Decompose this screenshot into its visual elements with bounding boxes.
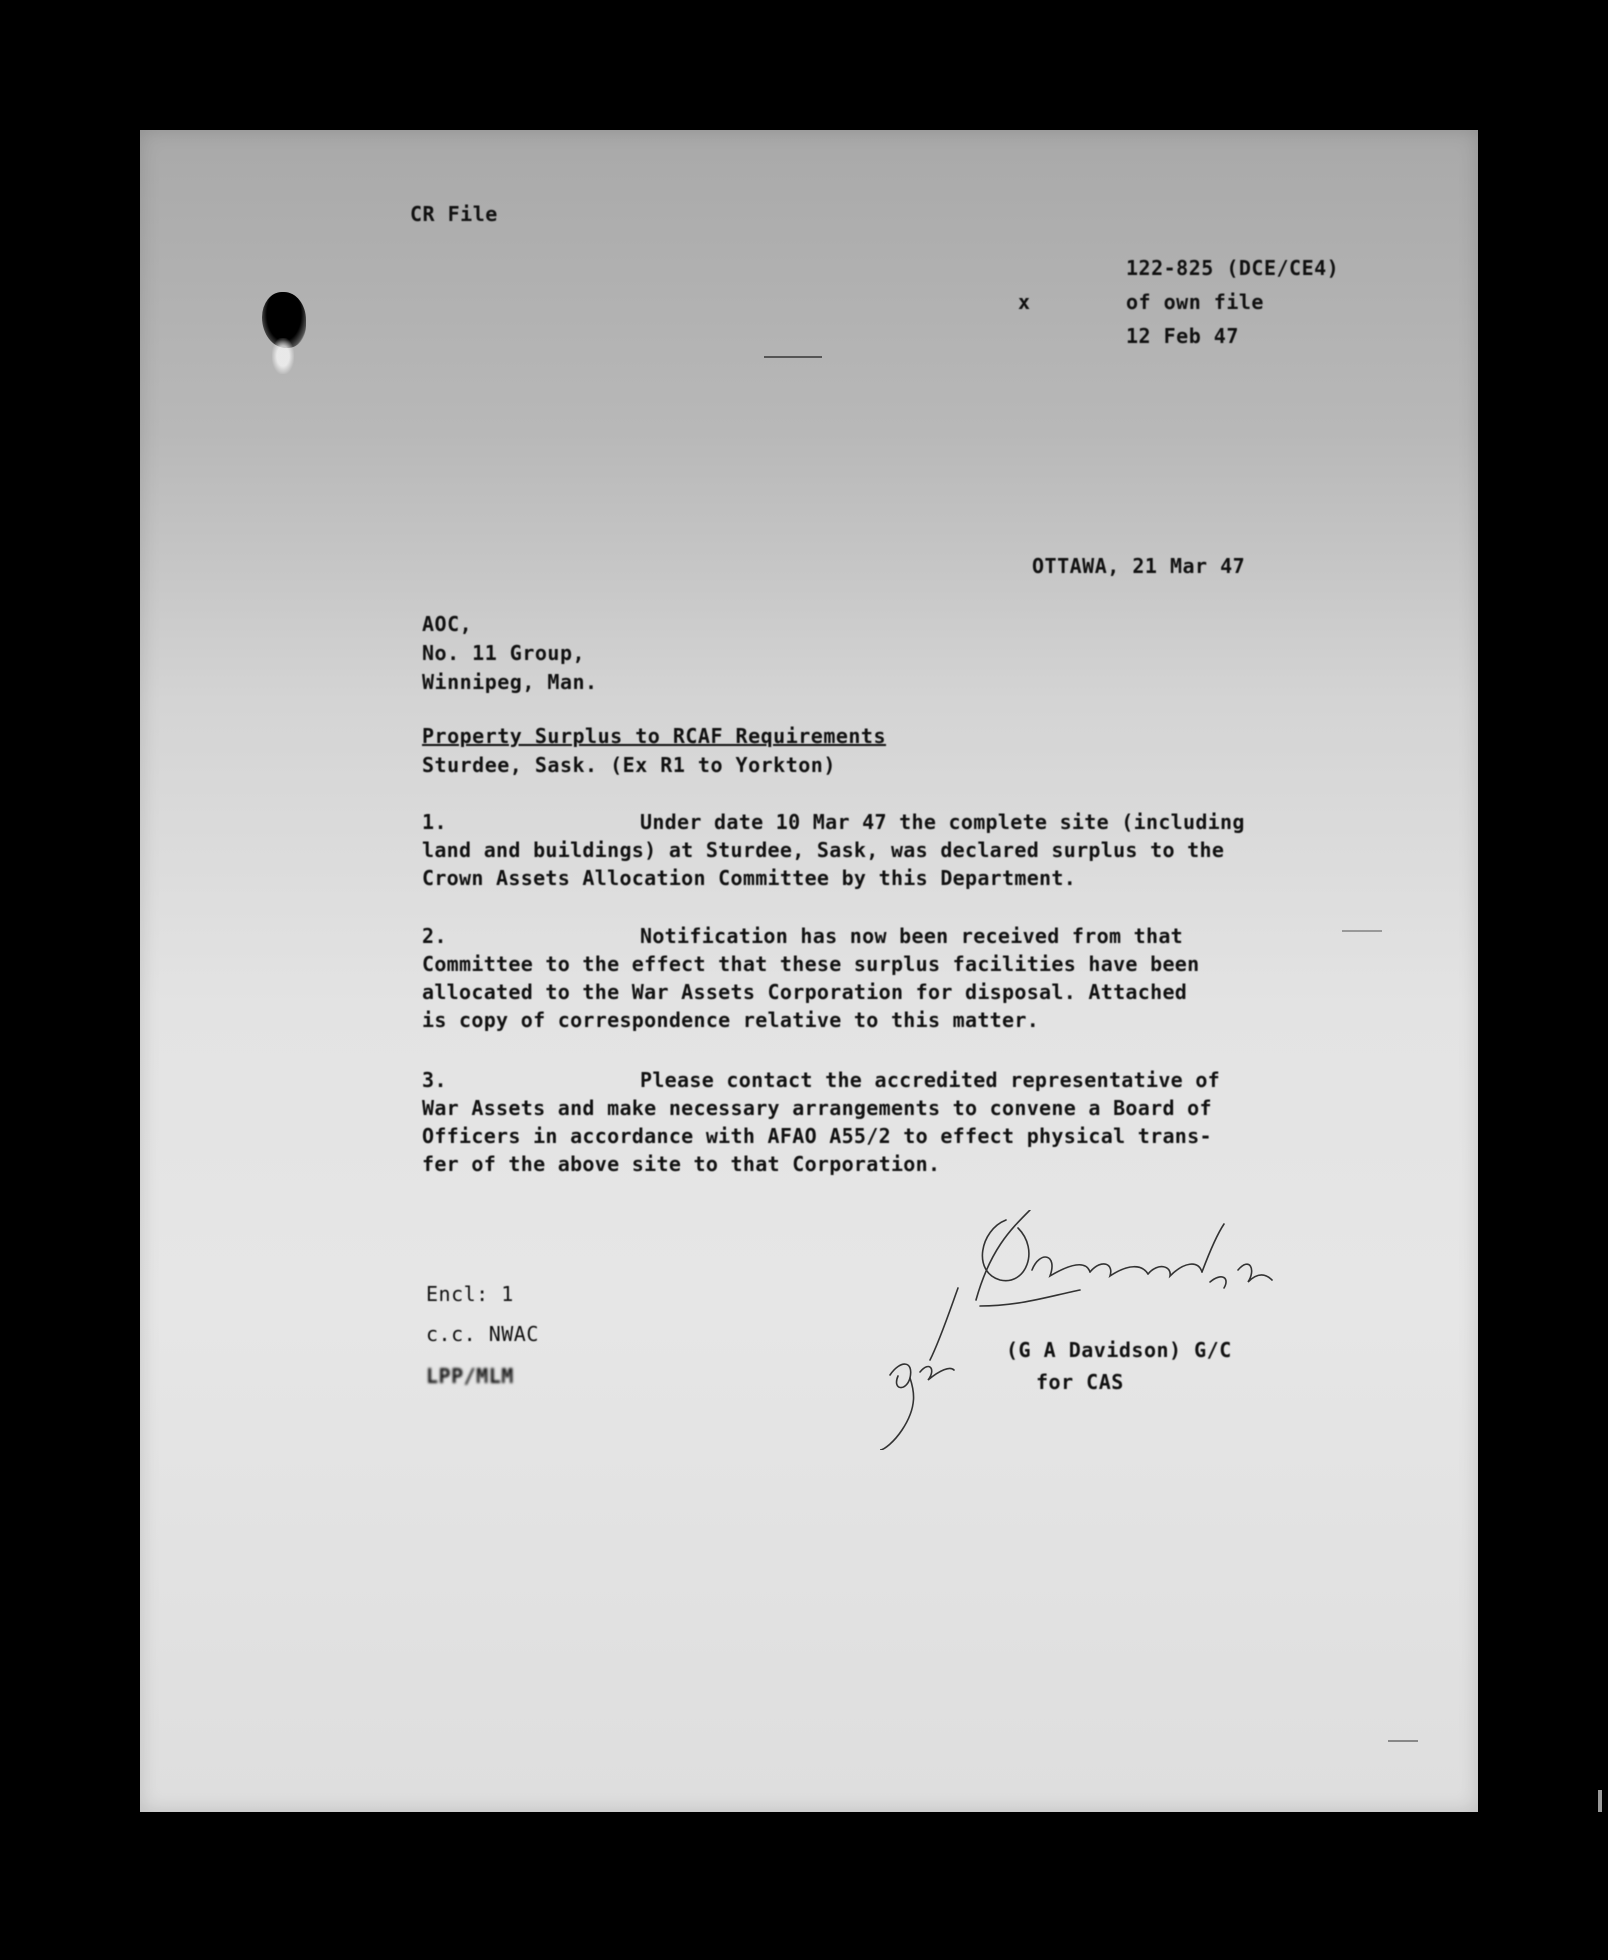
typist-initials: LPP/MLM [426,1364,514,1388]
file-label: CR File [410,202,498,226]
reference-date: 12 Feb 47 [1126,324,1239,348]
subject-line-2: Sturdee, Sask. (Ex R1 to Yorkton) [422,753,836,777]
cc-note: c.c. NWAC [426,1322,539,1346]
paragraph-3-line-1: Please contact the accredited representative of [640,1068,1221,1092]
paragraph-3-line-4: fer of the above site to that Corporation. [422,1152,941,1176]
punch-hole-tear [272,338,294,374]
subject-line-1: Property Surplus to RCAF Requirements [422,724,887,748]
margin-mark [1342,930,1382,932]
paragraph-3-line-3: Officers in accordance with AFAO A55/2 to effect physical trans- [422,1124,1212,1148]
reference-marker: x [1018,290,1031,314]
location-date: OTTAWA, 21 Mar 47 [1032,554,1246,578]
signatory-title: for CAS [1036,1370,1124,1394]
paragraph-2-number: 2. [422,924,448,948]
signatory-name: (G A Davidson) G/C [1006,1338,1232,1362]
paragraph-3-line-2: War Assets and make necessary arrangements to convene a Board of [422,1096,1212,1120]
paragraph-2-line-4: is copy of correspondence relative to this matter. [422,1008,1040,1032]
enclosure-note: Encl: 1 [426,1282,514,1306]
corner-mark [1388,1740,1418,1742]
paragraph-1-line-1: Under date 10 Mar 47 the complete site (including [640,810,1245,834]
paragraph-3-number: 3. [422,1068,448,1092]
edge-mark [1598,1790,1602,1812]
paragraph-2-line-1: Notification has now been received from that [640,924,1184,948]
addressee-line-2: No. 11 Group, [422,641,586,665]
paragraph-2-line-3: allocated to the War Assets Corporation for disposal. Attached [422,980,1188,1004]
addressee-line-3: Winnipeg, Man. [422,670,598,694]
file-number: 122-825 (DCE/CE4) [1126,256,1340,280]
paragraph-1-line-2: land and buildings) at Sturdee, Sask, was declared surplus to the [422,838,1225,862]
own-file-note: of own file [1126,290,1264,314]
paragraph-1-line-3: Crown Assets Allocation Committee by this Department. [422,866,1077,890]
addressee-line-1: AOC, [422,612,473,636]
stray-mark [764,356,822,358]
handwritten-signature [880,1210,1300,1450]
paragraph-1-number: 1. [422,810,448,834]
document-page [140,130,1478,1812]
paragraph-2-line-2: Committee to the effect that these surplus facilities have been [422,952,1200,976]
